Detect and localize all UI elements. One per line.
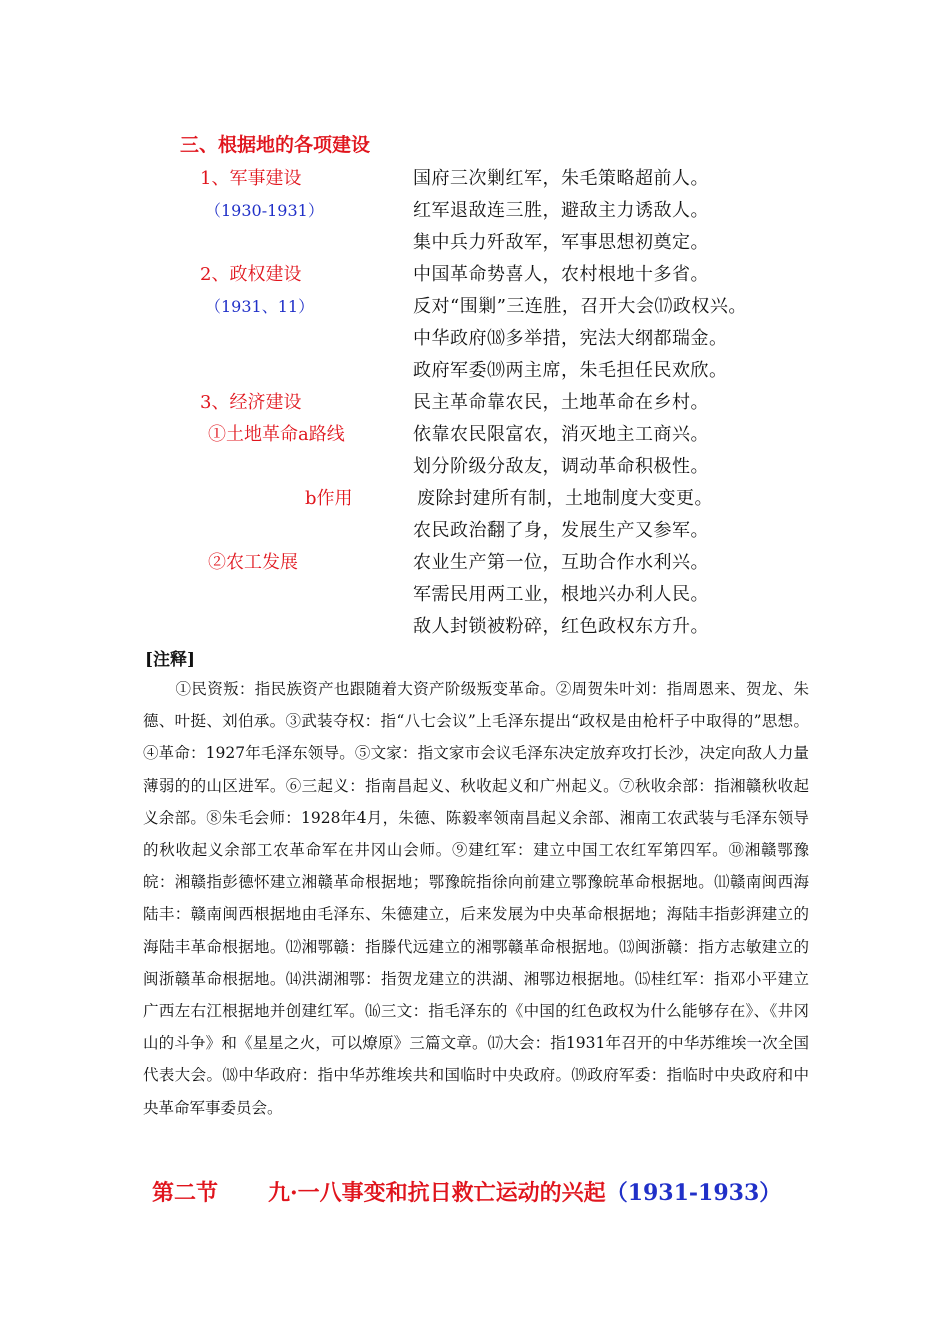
agri-industry-label: ②农工发展 <box>208 552 298 573</box>
political-label: 2、政权建设 <box>200 264 302 285</box>
verse-line: 军需民用两工业，根地兴办利人民。 <box>413 584 709 605</box>
verse-line: 农民政治翻了身，发展生产又参军。 <box>413 520 709 541</box>
section-number: 第二节 <box>152 1180 219 1206</box>
verse-line: 反对“围剿”三连胜，召开大会⒄政权兴。 <box>413 296 747 317</box>
verse-line: 中华政府⒅多举措，宪法大纲都瑞金。 <box>413 328 728 349</box>
military-label: 1、军事建设 <box>200 168 302 189</box>
section-heading: 三、根据地的各项建设 <box>180 134 371 156</box>
verse-line: 民主革命靠农民，土地革命在乡村。 <box>413 392 709 413</box>
verse-line: 依靠农民限富农，消灭地主工商兴。 <box>413 424 709 445</box>
economic-label: 3、经济建设 <box>200 392 302 413</box>
verse-line: 废除封建所有制，土地制度大变更。 <box>417 488 713 509</box>
land-role-label: b作用 <box>305 488 353 509</box>
land-revolution-label: ①土地革命a路线 <box>208 424 345 445</box>
chapter-section-title <box>152 1176 781 1207</box>
notes-label: [注释] <box>145 650 196 670</box>
verse-line: 划分阶级分敌友，调动革命积极性。 <box>413 456 709 477</box>
section-title-text: 九·一八事变和抗日救亡运动的兴起 <box>268 1180 606 1206</box>
verse-line: 国府三次剿红军，朱毛策略超前人。 <box>413 168 709 189</box>
military-years: （1930-1931） <box>205 201 324 220</box>
verse-line: 中国革命势喜人，农村根地十多省。 <box>413 264 709 285</box>
verse-line: 红军退敌连三胜，避敌主力诱敌人。 <box>413 200 709 221</box>
verse-line: 敌人封锁被粉碎，红色政权东方升。 <box>413 616 709 637</box>
political-years: （1931、11） <box>205 297 315 316</box>
notes-text: ①民资叛：指民族资产也跟随着大资产阶级叛变革命。②周贺朱叶刘：指周恩来、贺龙、朱德、叶挺、刘伯承。③武装夺权：指“八七会议”上毛泽东提出“政权是由枪杆子中取得的”思想。④革命：1927年毛泽东领导。⑤文家：指文家市会议毛泽东决定放弃攻打长沙，决定向敌人力量薄弱的的山区进军。⑥三起义：指南昌起义、秋收起义和广州起义。⑦秋收余部：指湘赣秋收起义余部。⑧朱毛会师：1928年4月，朱德、陈毅率领南昌起义余部、湘南工农武装与毛泽东领导的秋收起义余部工农革命军在井冈山会师。⑨建红军：建立中国工农红军第四军。⑩湘赣鄂豫皖：湘赣指彭德怀建立湘赣革命根据地；鄂豫皖指徐向前建立鄂豫皖革命根据地。⑾赣南闽西海陆丰：赣南闽西根据地由毛泽东、朱德建立，后来发展为中央革命根据地；海陆丰指彭湃建立的海陆丰革命根据地。⑿湘鄂赣：指滕代远建立的湘鄂赣革命根据地。⒀闽浙赣：指方志敏建立的闽浙赣革命根据地。⒁洪湖湘鄂：指贺龙建立的洪湖、湘鄂边根据地。⒂桂红军：指邓小平建立广西左右江根据地并创建红军。⒃三文：指毛泽东的《中国的红色政权为什么能够存在》、《井冈山的斗争》和《星星之火，可以燎原》三篇文章。⒄大会：指1931年召开的中华苏维埃一次全国代表大会。⒅中华政府：指中华苏维埃共和国临时中央政府。⒆政府军委：指临时中央政府和中央革命军事委员会。 <box>143 680 809 1117</box>
verse-line: 政府军委⒆两主席，朱毛担任民欢欣。 <box>413 360 728 381</box>
section-years: （1931-1933） <box>605 1180 782 1206</box>
verse-line: 农业生产第一位，互助合作水利兴。 <box>413 552 709 573</box>
verse-line: 集中兵力歼敌军，军事思想初奠定。 <box>413 232 709 253</box>
